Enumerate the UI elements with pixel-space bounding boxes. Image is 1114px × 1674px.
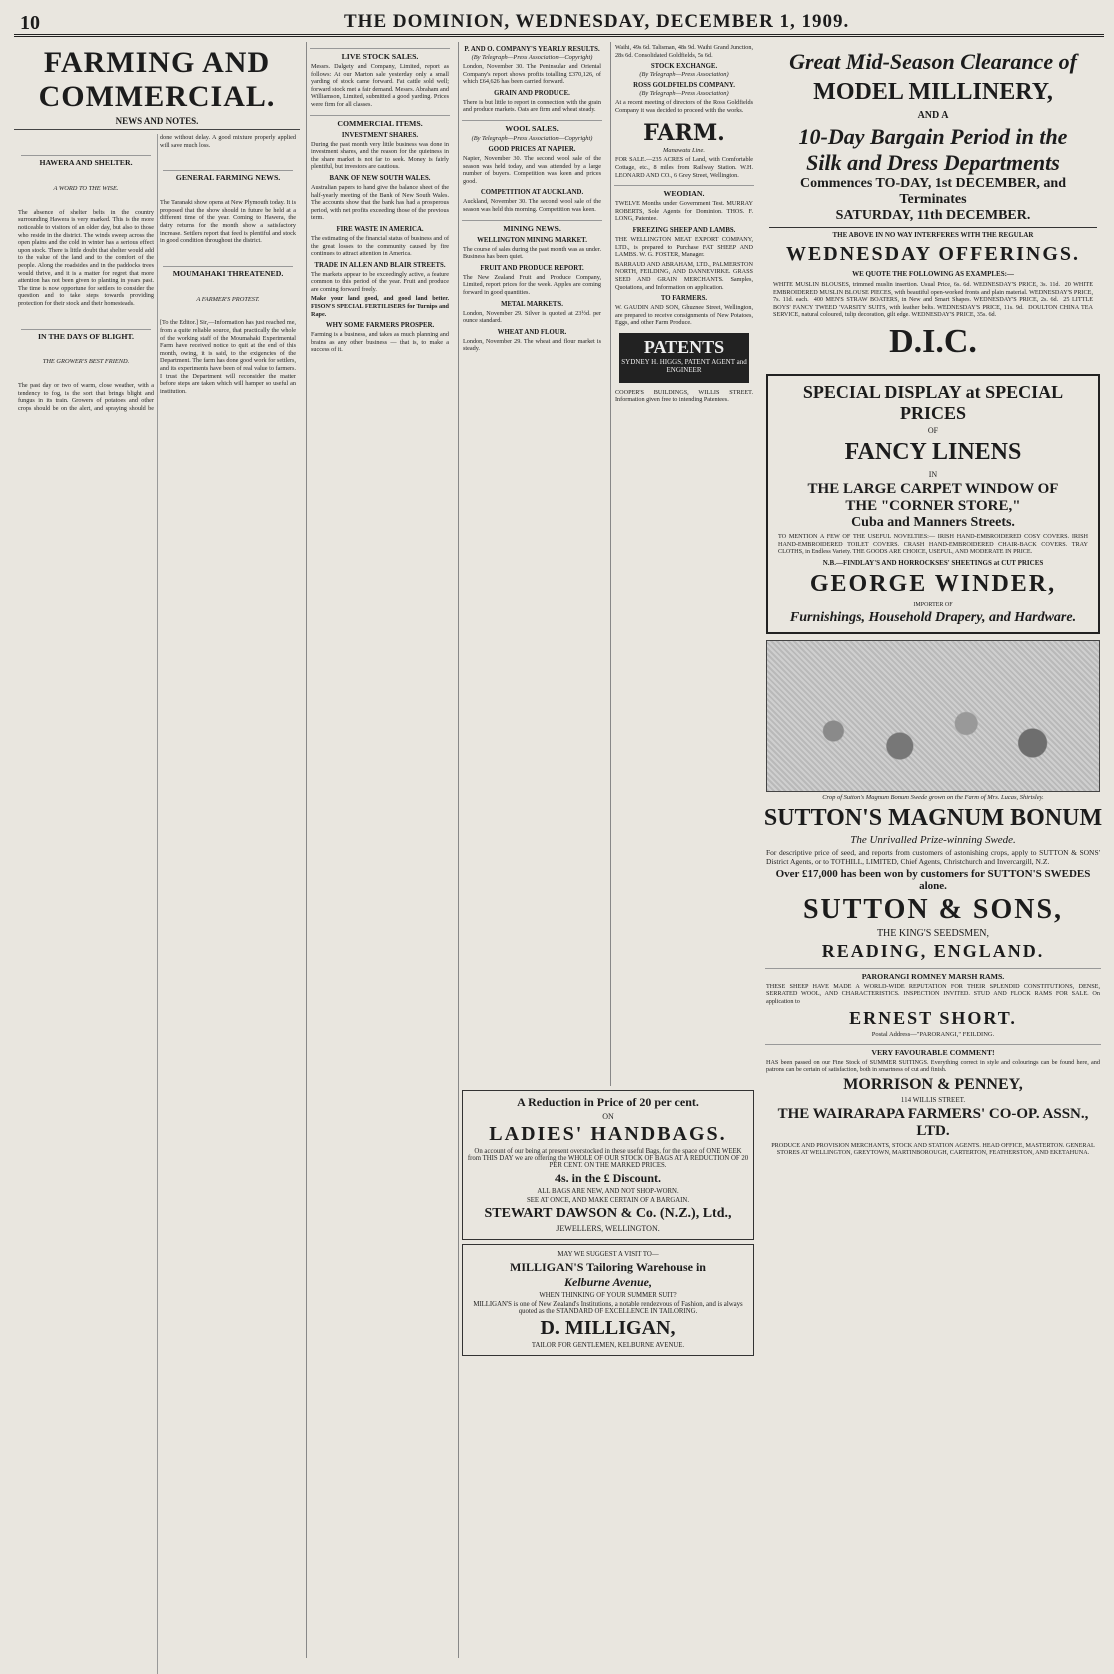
handbag-line3: LADIES' HANDBAGS. bbox=[489, 1123, 727, 1145]
magnum-bonum-title: SUTTON'S MAGNUM BONUM bbox=[763, 804, 1103, 831]
patents-subtitle: SYDNEY H. HIGGS, PATENT AGENT and ENGINEER bbox=[621, 357, 747, 374]
headline-bank: BANK OF NEW SOUTH WALES. bbox=[329, 174, 431, 182]
sale-line7: SATURDAY, 11th DECEMBER. bbox=[835, 208, 1031, 223]
handbag-ad bbox=[462, 1090, 754, 1240]
section-subtitle: NEWS AND NOTES. bbox=[14, 116, 300, 130]
headline-commercial: COMMERCIAL ITEMS. bbox=[310, 115, 450, 128]
article-auckland: Auckland, November 30. The second wool sale of the season was held this morning. Competition was keen. bbox=[463, 198, 603, 213]
article-mining: The course of sales during the past month was as under. Business has been quiet. bbox=[463, 245, 603, 261]
milligan-name: D. MILLIGAN, bbox=[540, 1317, 676, 1339]
article-metal: London, November 29. Silver is quoted at 23½d. per ounce standard. bbox=[463, 309, 603, 325]
subhead-mining: WELLINGTON MINING MARKET. bbox=[477, 236, 587, 244]
article-investment: During the past month very little business was done in investment shares, and the reason for the quietness in the share market is not far to seek. Money is fairly plentiful, but investors are cautious. bbox=[311, 140, 451, 171]
dawson-name: STEWART DAWSON & Co. (N.Z.), Ltd., bbox=[484, 1206, 732, 1221]
offer-subtitle: WE QUOTE THE FOLLOWING AS EXAMPLES:— bbox=[852, 270, 1014, 278]
kings-seedsmen: THE KING'S SEEDSMEN, bbox=[876, 927, 990, 939]
sale-line4: 10-Day Bargain Period in the bbox=[798, 124, 1068, 149]
headline-general: GENERAL FARMING NEWS. bbox=[163, 170, 293, 182]
linen-line6: THE "CORNER STORE," bbox=[845, 497, 1021, 514]
headline-blight: IN THE DAYS OF BLIGHT. bbox=[21, 329, 151, 341]
morrison-name: MORRISON & PENNEY, bbox=[843, 1075, 1023, 1093]
sutton-won: Over £17,000 has been won by customers for SUTTON'S SWEDES alone. bbox=[775, 867, 1091, 892]
article-livestock: Messrs. Dalgety and Company, Limited, report as follows: At our Marton sale yesterday only a small yarding of stock came forward. Fat cattle sold well; forward stock met a fair demand. Messrs. Abraham and Williamson, Limited, submitted a good yarding. Prices were firm for all classes. bbox=[311, 63, 451, 108]
dawson-sub: JEWELLERS, WELLINGTON. bbox=[556, 1224, 660, 1233]
ernest-short: ERNEST SHORT. bbox=[849, 1007, 1017, 1028]
sale-line5: Silk and Dress Departments bbox=[806, 150, 1060, 175]
article-wheat: London, November 29. The wheat and flour market is steady. bbox=[463, 337, 603, 353]
headline-grain: GRAIN AND PRODUCE. bbox=[494, 89, 570, 97]
handbag-line1: A Reduction in Price of 20 per cent. bbox=[517, 1095, 699, 1109]
article-general: The Taranaki show opens at New Plymouth today. It is proposed that the show should in future be held at a different time of the year. Coming to Hawera, the dairy returns for the month show a satisfactory increase. Settlers report that feed is plentiful and stock in good condition throughout the district. bbox=[160, 199, 298, 245]
linen-line3: FANCY LINENS bbox=[844, 438, 1022, 465]
milligan-when: WHEN THINKING OF YOUR SUMMER SUIT? bbox=[539, 1292, 677, 1299]
handbag-discount: 4s. in the £ Discount. bbox=[554, 1171, 661, 1185]
subhead-moumahaki: A FARMER'S PROTEST. bbox=[196, 295, 260, 303]
patents-title: PATENTS bbox=[643, 336, 725, 357]
headline-moumahaki: MOUMAHAKI THREATENED. bbox=[163, 266, 293, 278]
barraud-text: BARRAUD AND ABRAHAM, LTD., PALMERSTON NORTH, FEILDING, AND DANNEVIRKE. GRASS SEED AND GRAIN MERCHANTS. Samples, Quotations, and Information on application. bbox=[615, 260, 755, 291]
headline-wool: WOOL SALES. bbox=[462, 120, 602, 133]
headline-pando: P. AND O. COMPANY'S YEARLY RESULTS. bbox=[464, 46, 600, 53]
article-ross: At a recent meeting of directors of the Ross Goldfields Company it was decided to proceed with the works. bbox=[615, 99, 755, 114]
linen-list: TO MENTION A FEW OF THE USEFUL NOVELTIES:— IRISH HAND-EMBROIDERED COSY COVERS. IRISH HAND-EMBROIDERED TOILET COVERS. CRASH HAND-EMBROIDERED CHAIR-BACK COVERS. TRAY CLOTHS, in Endless Variety. THE GOODS ARE CHOICE, USEFUL, AND MODERATE IN PRICE. bbox=[778, 532, 1090, 556]
article-grain: There is but little to report in connection with the grain and produce markets. Oats are firm and wheat steady. bbox=[463, 98, 603, 114]
swede-crop-image bbox=[766, 640, 1100, 792]
milligan-place: Kelburne Avenue, bbox=[563, 1275, 652, 1289]
subhead-wool: (By Telegraph—Press Association—Copyright) bbox=[471, 134, 593, 142]
offer-title: WEDNESDAY OFFERINGS. bbox=[785, 243, 1081, 265]
milligan-intro: MAY WE SUGGEST A VISIT TO— bbox=[557, 1251, 659, 1258]
headline-fruit: FRUIT AND PRODUCE REPORT. bbox=[480, 264, 584, 272]
masthead bbox=[14, 8, 1104, 37]
article-pando: London, November 30. The Peninsular and Oriental Company's report shows profits totalling £370,126, of which £64,626 has been carried forward. bbox=[463, 63, 603, 86]
handbag-call: SEE AT ONCE, AND MAKE CERTAIN OF A BARGAIN. bbox=[526, 1197, 690, 1204]
article-hawera: The absence of shelter belts in the country surrounding Hawera is very marked. This is the more noticeable to visitors of an older day, but also to those who reside in the district. The winds sweep across the open plains and the cold in winter has a serious effect upon stock. There is little doubt that shelter would add to the value of the land and to the comfort of the people. Along the roadsides and in the paddocks trees would thrive, and it is a matter for regret that more attention has not been given to planting in years past. The time is now opportune for settlers to consider the question and to take steps towards providing protection for their stock and their homesteads. bbox=[18, 208, 156, 307]
headline-to-farmers: TO FARMERS. bbox=[660, 295, 708, 303]
linen-line2: OF bbox=[927, 425, 939, 435]
subhead-hawera: A WORD TO THE WISE. bbox=[53, 184, 119, 192]
magnum-bonum-sub: The Unrivalled Prize-winning Swede. bbox=[850, 833, 1016, 846]
winder-sub2: Furnishings, Household Drapery, and Hardware. bbox=[789, 609, 1077, 625]
linen-line5: THE LARGE CARPET WINDOW OF bbox=[807, 480, 1059, 497]
patents-ad bbox=[619, 333, 749, 383]
article-bank: Australian papers to hand give the balance sheet of the half-yearly meeting of the Bank of New South Wales. The accounts show that the bank has had a prosperous period, with net profits exceeding those of the previous term. bbox=[311, 183, 451, 222]
farming-columns bbox=[18, 134, 296, 1674]
headline-weodian: WEODIAN. bbox=[614, 185, 754, 198]
subhead-stock-exchange: (By Telegraph—Press Association) bbox=[639, 71, 729, 79]
headline-trade: TRADE IN ALLEN AND BLAIR STREETS. bbox=[314, 261, 446, 269]
wairarapa-text: PRODUCE AND PROVISION MERCHANTS, STOCK AND STATION AGENTS. HEAD OFFICE, MASTERTON. GENERAL STORES AT WELLINGTON, GREYTOWN, MARTINBOROUGH, CARTERTON, FEATHERSTON, AND EKETAHUNA. bbox=[771, 1141, 1097, 1157]
winder-sub: IMPORTER OF bbox=[913, 601, 953, 608]
fertiliser-ad: Make your land good, and good land better. FISON'S SPECIAL FERTILISERS for Turnips and Rape. bbox=[311, 295, 451, 318]
page-number: 10 bbox=[20, 12, 40, 34]
milligan-text: MILLIGAN'S is one of New Zealand's Institutions, a notable rendezvous of Fashion, and is always quoted as the STANDARD OF EXCELLENCE IN TAILORING. bbox=[473, 1301, 743, 1315]
headline-investment: INVESTMENT SHARES. bbox=[341, 131, 419, 139]
subhead-blight: THE GROWER'S BEST FRIEND. bbox=[42, 358, 130, 366]
farm-ad-subtitle: Manawatu Line. bbox=[663, 147, 705, 155]
handbag-note: ALL BAGS ARE NEW, AND NOT SHOP-WORN. bbox=[537, 1188, 679, 1195]
article-moumahaki: [To the Editor.] Sir,—Information has just reached me, from a quite reliable source, that practically the whole of the working staff of the Moumahaki Experimental Farm have received notice to quit at the end of this month, owing, it is said, to the exigencies of the Department. The farm has done good work for settlers, and its experiments have been of real value to farmers. I trust the Department will reconsider the matter before steps are taken which will hamper so useful an institution. bbox=[160, 319, 298, 395]
dic-logo: D.I.C. bbox=[889, 322, 977, 360]
share-list: Waihi, 49s 6d. Talisman, 48s 9d. Waihi Grand Junction, 28s 6d. Consolidated Goldfields, 5s 6d. bbox=[615, 44, 755, 59]
parorangi-text: THESE SHEEP HAVE MADE A WORLD-WIDE REPUTATION FOR THEIR SPLENDID CONSTITUTIONS, DENSE, SERRATED WOOL, AND CHARACTERISTICS. INSPECTION INVITED. STUD AND FLOCK RAMS FOR SALE. On application to bbox=[766, 982, 1102, 1005]
column-farming bbox=[14, 42, 300, 1658]
article-blight: The past day or two of warm, close weather, with a tendency to fog, is the sort that brings blight and fungus in its train. Growers of potatoes and other crops should be on the alert, and spraying should be done without delay. A good mixture properly applied will save much loss. bbox=[18, 134, 298, 412]
linen-line7: Cuba and Manners Streets. bbox=[851, 514, 1015, 530]
article-fire: The estimating of the financial status of business and of the great losses to the community caused by fire continues to attract attention in America. bbox=[311, 234, 451, 258]
wairarapa-name: THE WAIRARAPA FARMERS' CO-OP. ASSN., LTD. bbox=[777, 1105, 1089, 1139]
swede-caption: Crop of Sutton's Magnum Bonum Swede grown on the Farm of Mrs. Lucas, Shirtsley. bbox=[822, 793, 1044, 801]
headline-livestock: LIVE STOCK SALES. bbox=[310, 48, 450, 61]
sale-line2: MODEL MILLINERY, bbox=[813, 79, 1053, 105]
sale-line3: AND A bbox=[917, 110, 949, 121]
subhead-ross: (By Telegraph—Press Association) bbox=[639, 90, 729, 98]
freezing-text: THE WELLINGTON MEAT EXPORT COMPANY, LTD., is prepared to Purchase FAT SHEEP AND LAMBS. W. G. FOSTER, Manager. bbox=[615, 235, 755, 259]
farm-ad-text: FOR SALE.—235 ACRES of Land, with Comfortable Cottage, etc., 8 miles from Railway Station. W.H. LEONARD AND CO., 6 Grey Street, Wellington. bbox=[615, 156, 755, 179]
lower-ads bbox=[458, 1086, 757, 1658]
headline-wheat: WHEAT AND FLOUR. bbox=[497, 328, 567, 336]
section-title: FARMING AND COMMERCIAL. bbox=[38, 46, 276, 113]
headline-morrison: VERY FAVOURABLE COMMENT! bbox=[765, 1044, 1101, 1057]
handbag-line2: ON bbox=[602, 1112, 614, 1121]
handbag-text: On account of our being at present overstocked in these useful Bags, for the space of ONE WEEK from THIS DAY we are offering the WHOLE OF OUR STOCK OF BAGS AT A REDUCTION OF 20 PER CENT. ON THE MARKED PRICES. bbox=[467, 1148, 749, 1169]
linen-ad bbox=[766, 374, 1100, 634]
sale-line1: Great Mid-Season Clearance of bbox=[789, 49, 1077, 74]
gaudin-text: W. GAUDIN AND SON, Ghuznee Street, Wellington, are prepared to receive consignments of New Potatoes, Eggs, and other Farm Produce. bbox=[615, 304, 755, 327]
linen-line1: SPECIAL DISPLAY at SPECIAL PRICES bbox=[802, 381, 1064, 423]
linen-nb: N.B.—FINDLAY'S AND HORROCKSES' SHEETINGS at CUT PRICES bbox=[822, 558, 1044, 567]
morrison-address: 114 WILLIS STREET. bbox=[900, 1095, 966, 1104]
headline-stock-exchange: STOCK EXCHANGE. bbox=[650, 63, 718, 71]
offer-list: WHITE MUSLIN BLOUSES, trimmed muslin insertion. Usual Price, 6s. 6d. WEDNESDAY'S PRICE, 3s. 11d. 20 WHITE EMBROIDERED MUSLIN BLOUSE PIECES, with beautiful open-worked fronts and plain material. WEDNESDAY'S PRICE, 7s. 11d. each. 400 MEN'S STRAW BOATERS, in New and Smart Shapes. WEDNESDAY'S PRICE, 2s. 6d. 25 LITTLE BOYS' FANCY TWEED 'VARSITY SUITS, with leather belts. WEDNESDAY'S PRICE, 11s. 9d. DOULTON CHINA TEA SERVICE, natural coloured, tulip decoration, gilt edge. WEDNESDAY'S PRICE, 35s. 6d. bbox=[773, 281, 1095, 319]
column-advertisements bbox=[762, 42, 1104, 1658]
headline-metal: METAL MARKETS. bbox=[501, 300, 563, 308]
headline-hawera: HAWERA AND SHELTER. bbox=[21, 155, 151, 167]
headline-parorangi: PARORANGI ROMNEY MARSH RAMS. bbox=[765, 968, 1101, 981]
morrison-text: HAS been passed on our Fine Stock of SUMMER SUITINGS. Everything correct in style and colourings can be found here, and patrons can be certain of satisfaction, both in smartness of cut and finish. bbox=[766, 1058, 1102, 1074]
headline-napier: GOOD PRICES AT NAPIER. bbox=[488, 145, 576, 153]
farm-ad-title: FARM. bbox=[643, 120, 725, 147]
subhead-pando: (By Telegraph—Press Association—Copyright) bbox=[471, 54, 593, 61]
patents-text: COOPER'S BUILDINGS, WILLIS STREET. Information given free to intending Patentees. bbox=[615, 388, 755, 404]
headline-mining: MINING NEWS. bbox=[462, 220, 602, 233]
reading-england: READING, ENGLAND. bbox=[821, 940, 1045, 961]
weodian-text: TWELVE Months under Government Test. MURRAY ROBERTS, Sole Agents for Dominion. THOS. F. LONG, Patentee. bbox=[615, 200, 755, 223]
short-address: Postal Address—"PARORANGI," FEILDING. bbox=[871, 1030, 995, 1038]
headline-farmers-prosper: WHY SOME FARMERS PROSPER. bbox=[325, 322, 435, 330]
article-napier: Napier, November 30. The second wool sale of the season was held today, and was attended by a large number of buyers. Competition was keen and prices good. bbox=[463, 154, 603, 185]
milligan-ad bbox=[462, 1244, 754, 1356]
milligan-title: MILLIGAN'S Tailoring Warehouse in bbox=[510, 1260, 706, 1274]
headline-freezing: FREEZING SHEEP AND LAMBS. bbox=[632, 226, 736, 234]
millinery-ad bbox=[766, 46, 1100, 368]
offer-intro: THE ABOVE IN NO WAY INTERFERES WITH THE REGULAR bbox=[769, 227, 1097, 239]
article-fruit: The New Zealand Fruit and Produce Company, Limited, report prices for the week. Apples are coming forward in good quantities. bbox=[463, 273, 603, 296]
sutton-sons: SUTTON & SONS, bbox=[802, 893, 1064, 925]
column-livestock bbox=[306, 42, 453, 1658]
milligan-address: TAILOR FOR GENTLEMEN, KELBURNE AVENUE. bbox=[531, 1342, 685, 1349]
sutton-text: For descriptive price of seed, and reports from customers of astonishing crops, apply to SUTTON & SONS' District Agents, or to TOTHILL, LIMITED, Chief Agents, Christchurch and Invercargill, N.Z. bbox=[766, 847, 1102, 866]
linen-line4: IN bbox=[928, 469, 938, 479]
winder-name: GEORGE WINDER, bbox=[809, 570, 1057, 597]
sale-line6: Commences TO-DAY, 1st DECEMBER, and Terminates bbox=[799, 176, 1067, 207]
article-trade: The markets appear to be exceedingly active, a feature common to this period of the year. Fruit and produce are coming forward freely. bbox=[311, 270, 451, 293]
newspaper-title: THE DOMINION, WEDNESDAY, DECEMBER 1, 1909. bbox=[344, 11, 850, 32]
headline-auckland: COMPETITION AT AUCKLAND. bbox=[480, 189, 584, 197]
article-farmers-prosper: Farming is a business, and takes as much planning and brains as any other business — that is, to make a success of it. bbox=[311, 331, 451, 354]
headline-fire: FIRE WASTE IN AMERICA. bbox=[336, 225, 424, 233]
headline-ross: ROSS GOLDFIELDS COMPANY. bbox=[633, 82, 735, 90]
